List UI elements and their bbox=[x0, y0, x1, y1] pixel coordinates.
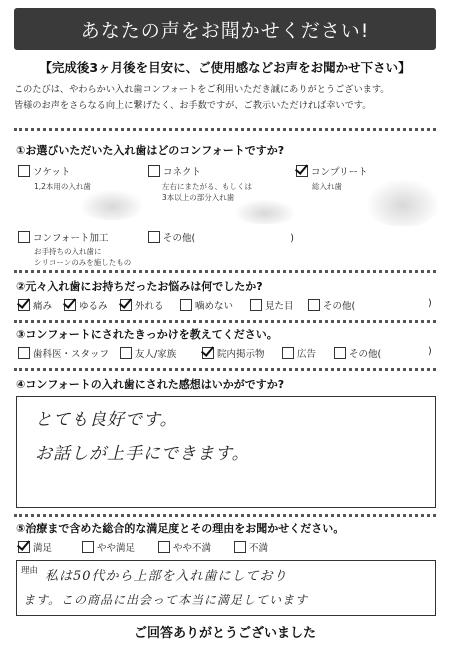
checkbox[interactable] bbox=[250, 299, 262, 311]
divider bbox=[14, 320, 436, 323]
page-banner bbox=[14, 8, 436, 50]
q5-option-somewhat-dissatisfied[interactable]: やや不満 bbox=[158, 540, 211, 554]
question-5-title: ⑤治療まで含めた総合的な満足度とその理由をお聞かせください。 bbox=[16, 522, 345, 535]
q2-option-falls-out[interactable]: 外れる bbox=[120, 298, 164, 312]
q1-option-socket-note: 1,2本用の入れ歯 bbox=[34, 182, 91, 191]
q1-option-connect[interactable]: コネクト bbox=[148, 164, 201, 178]
divider bbox=[14, 368, 436, 371]
denture-photo bbox=[368, 180, 438, 226]
intro-line-1: このたびは、やわらかい入れ歯コンフォートをご利用いただき誠にありがとうございます。 bbox=[14, 84, 390, 95]
question-1-title: ①お選びいただいた入れ歯はどのコンフォートですか? bbox=[16, 144, 285, 157]
checkbox[interactable] bbox=[334, 347, 346, 359]
divider bbox=[14, 128, 436, 131]
impression-answer-box[interactable] bbox=[16, 396, 436, 508]
checkbox[interactable] bbox=[158, 541, 170, 553]
checkbox[interactable] bbox=[148, 231, 160, 243]
divider bbox=[14, 270, 436, 273]
question-3-title: ③コンフォートにされたきっかけを教えてください。 bbox=[16, 328, 278, 341]
checkbox[interactable] bbox=[18, 347, 30, 359]
q2-option-pain[interactable]: 痛み bbox=[18, 298, 52, 312]
intro-text bbox=[14, 82, 444, 114]
checkbox[interactable] bbox=[180, 299, 192, 311]
checkbox-checked[interactable] bbox=[18, 541, 30, 553]
q2-option-appearance[interactable]: 見た目 bbox=[250, 298, 294, 312]
q1-option-socket[interactable]: ソケット bbox=[18, 164, 70, 178]
q2-option-other[interactable]: その他( bbox=[308, 298, 355, 312]
q3-options bbox=[18, 346, 438, 362]
q1-option-comfort-processing-note: お手持ちの入れ歯に シリコーンのみを施したもの bbox=[34, 247, 132, 267]
q5-option-somewhat-satisfied[interactable]: やや満足 bbox=[82, 540, 135, 554]
q3-option-other[interactable]: その他( bbox=[334, 346, 381, 360]
q5-option-satisfied[interactable]: 満足 bbox=[18, 540, 52, 554]
checkbox[interactable] bbox=[282, 347, 294, 359]
checkbox-checked[interactable] bbox=[296, 165, 308, 177]
checkbox-checked[interactable] bbox=[64, 299, 76, 311]
q1-option-complete[interactable]: コンプリート bbox=[296, 164, 368, 178]
q2-option-loose[interactable]: ゆるみ bbox=[64, 298, 108, 312]
footer-thanks: ご回答ありがとうございました bbox=[133, 626, 316, 641]
impression-answer-line-2: お話しが上手にできます。 bbox=[35, 444, 250, 464]
checkbox[interactable] bbox=[148, 165, 160, 177]
q5-option-dissatisfied[interactable]: 不満 bbox=[234, 540, 268, 554]
checkbox[interactable] bbox=[308, 299, 320, 311]
reason-label: 理由 bbox=[21, 566, 39, 576]
divider bbox=[14, 514, 436, 517]
checkbox-checked[interactable] bbox=[120, 299, 132, 311]
q2-options bbox=[18, 298, 438, 314]
q1-option-connect-note: 左右にまたがる、もしくは 3本以上の部分入れ歯 bbox=[162, 182, 252, 202]
reason-answer-box[interactable] bbox=[16, 560, 436, 616]
banner-title: あなたの声をお聞かせください! bbox=[80, 19, 370, 42]
q2-option-other-close: ) bbox=[428, 298, 432, 309]
checkbox[interactable] bbox=[18, 165, 30, 177]
denture-photo bbox=[236, 200, 294, 224]
q1-option-complete-note: 総入れ歯 bbox=[312, 182, 342, 191]
q3-option-other-close: ) bbox=[428, 346, 432, 357]
question-2-title: ②元々入れ歯にお持ちだったお悩みは何でしたか? bbox=[16, 280, 263, 293]
checkbox-checked[interactable] bbox=[18, 299, 30, 311]
denture-photo bbox=[82, 190, 142, 220]
reason-line-1: 私は50代から上部を入れ歯にしており bbox=[45, 569, 288, 584]
checkbox-checked[interactable] bbox=[202, 347, 214, 359]
q2-option-cannot-chew[interactable]: 噛めない bbox=[180, 298, 233, 312]
reason-line-2: ます。この商品に出会って本当に満足しています bbox=[23, 593, 309, 607]
intro-line-2: 皆様のお声をさらなる向上に繋げたく、お手数ですが、ご教示いただければ幸いです。 bbox=[14, 100, 372, 111]
impression-answer-line-1: とても良好です。 bbox=[35, 410, 178, 430]
q3-option-friend-family[interactable]: 友人/家族 bbox=[120, 346, 176, 360]
checkbox[interactable] bbox=[82, 541, 94, 553]
checkbox[interactable] bbox=[18, 231, 30, 243]
q3-option-dental-staff[interactable]: 歯科医・スタッフ bbox=[18, 346, 109, 360]
q1-option-comfort-processing[interactable]: コンフォート加工 bbox=[18, 230, 109, 244]
subtitle: 【完成後3ヶ月後を目安に、ご使用感などお声をお聞かせ下さい】 bbox=[39, 60, 411, 75]
q5-options bbox=[18, 540, 438, 556]
q3-option-clinic-poster[interactable]: 院内掲示物 bbox=[202, 346, 265, 360]
q3-option-advertisement[interactable]: 広告 bbox=[282, 346, 316, 360]
checkbox[interactable] bbox=[234, 541, 246, 553]
q1-option-other[interactable]: その他( ) bbox=[148, 230, 294, 244]
question-4-title: ④コンフォートの入れ歯にされた感想はいかがですか? bbox=[16, 378, 285, 391]
checkbox[interactable] bbox=[120, 347, 132, 359]
